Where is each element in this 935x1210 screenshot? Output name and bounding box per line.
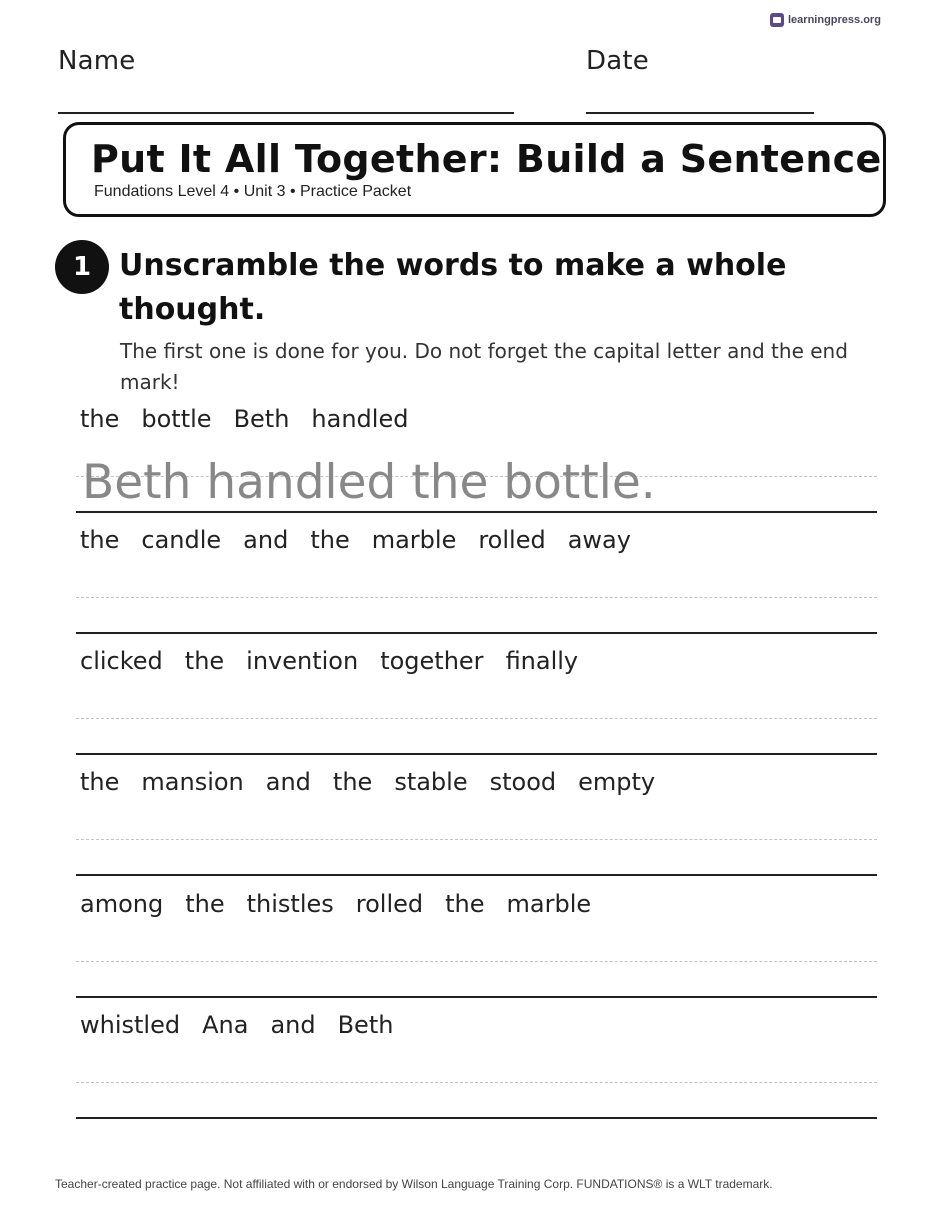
name-label: Name [58, 46, 136, 76]
dotted-midline [76, 961, 877, 962]
word: invention [246, 647, 359, 675]
answer-baseline [76, 511, 877, 513]
word: stable [394, 768, 468, 796]
word: bottle [141, 405, 212, 433]
answer-baseline [76, 632, 877, 634]
word: and [265, 768, 311, 796]
answer-baseline [76, 874, 877, 876]
answer-baseline [76, 1117, 877, 1119]
page-title: Put It All Together: Build a Sentence [91, 137, 882, 181]
answer-baseline [76, 753, 877, 755]
exercise-row-6 [76, 1009, 877, 1131]
word: together [380, 647, 484, 675]
word: the [80, 526, 120, 554]
word: thistles [246, 890, 334, 918]
name-write-line [58, 112, 514, 114]
word: rolled [355, 890, 424, 918]
scrambled-words [80, 1011, 393, 1039]
scrambled-words [80, 526, 631, 554]
date-field [586, 46, 814, 114]
scrambled-words [80, 647, 578, 675]
title-box [63, 122, 886, 217]
word: and [270, 1011, 316, 1039]
word: mansion [141, 768, 244, 796]
word: empty [578, 768, 656, 796]
footer-disclaimer: Teacher-created practice page. Not affiliated with or endorsed by Wilson Language Training Corp. FUNDATIONS® is a WLT trademark. [55, 1177, 773, 1191]
word: handled [311, 405, 409, 433]
dotted-midline [76, 718, 877, 719]
word: away [567, 526, 631, 554]
exercise-row-2 [76, 524, 877, 646]
word: Beth [233, 405, 290, 433]
word: the [80, 405, 120, 433]
word: stood [489, 768, 557, 796]
name-field [58, 46, 514, 114]
word: clicked [80, 647, 163, 675]
word: the [310, 526, 350, 554]
brand-logo [770, 13, 881, 27]
word: among [80, 890, 164, 918]
date-write-line [586, 112, 814, 114]
page-subtitle: Fundations Level 4 • Unit 3 • Practice Packet [94, 183, 412, 200]
section-title: Unscramble the words to make a whole thought. [119, 248, 787, 327]
dotted-midline [76, 1082, 877, 1083]
word: finally [505, 647, 579, 675]
word: marble [506, 890, 592, 918]
word: whistled [80, 1011, 181, 1039]
brand-name: learningpress.org [788, 14, 881, 26]
scrambled-words [80, 405, 408, 433]
answer-baseline [76, 996, 877, 998]
dotted-midline [76, 839, 877, 840]
word: candle [141, 526, 222, 554]
word: Beth [337, 1011, 394, 1039]
word: the [332, 768, 373, 796]
word: the [185, 890, 225, 918]
word: and [243, 526, 289, 554]
dotted-midline [76, 597, 877, 598]
example-answer: Beth handled the bottle. [82, 455, 656, 510]
exercise-row-3 [76, 645, 877, 767]
book-icon [770, 13, 784, 27]
exercise-row-1 [76, 403, 877, 525]
scrambled-words [80, 768, 655, 796]
word: rolled [478, 526, 546, 554]
exercise-row-5 [76, 888, 877, 1010]
section-instructions: The first one is done for you. Do not forget the capital letter and the end mark! [120, 339, 848, 394]
word: marble [371, 526, 457, 554]
exercise-row-4 [76, 766, 877, 888]
word: the [80, 768, 120, 796]
section-number-badge: 1 [55, 240, 109, 294]
word: the [184, 647, 225, 675]
word: Ana [202, 1011, 249, 1039]
word: the [445, 890, 485, 918]
date-label: Date [586, 46, 649, 76]
scrambled-words [80, 890, 591, 918]
